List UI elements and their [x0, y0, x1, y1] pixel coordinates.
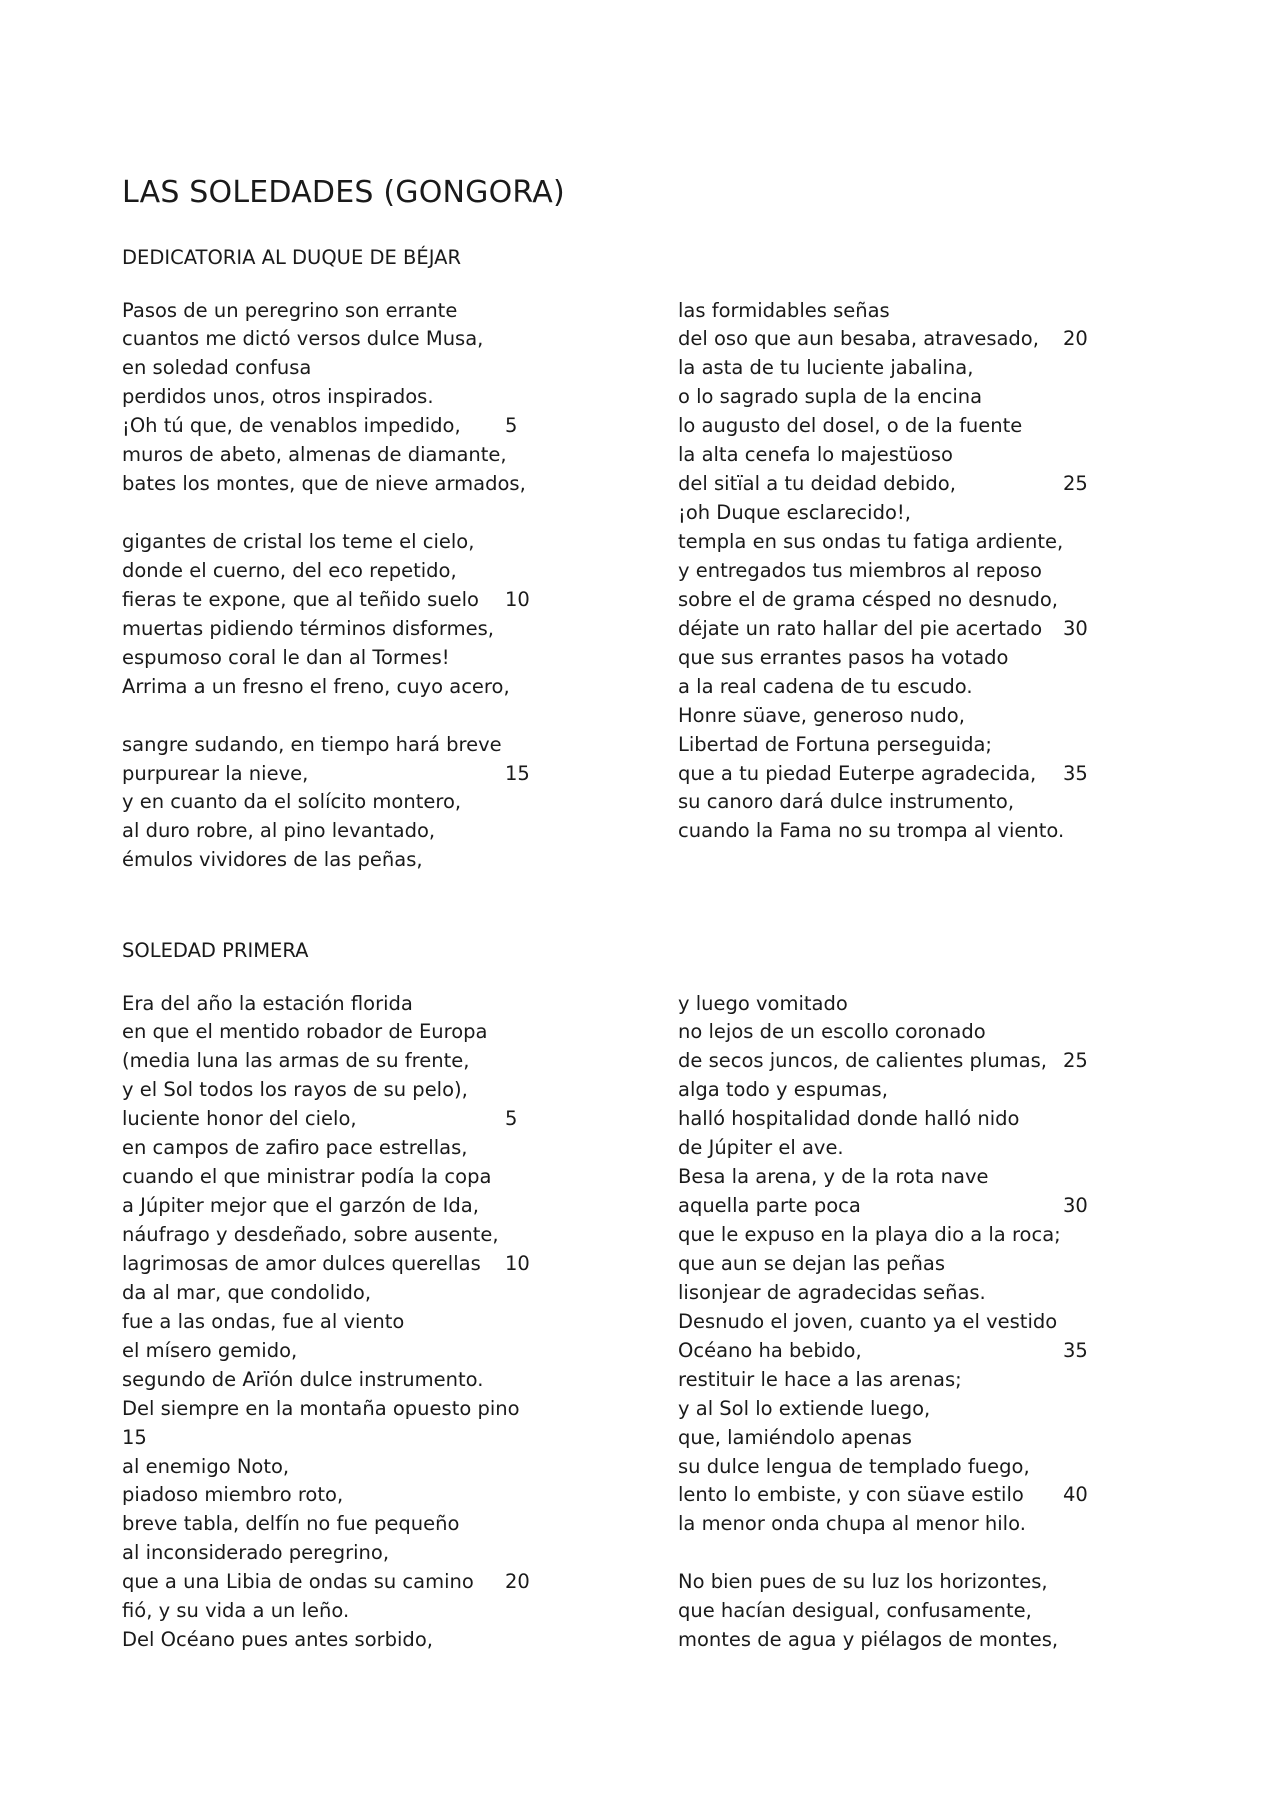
- verse-text: purpurear la nieve,: [122, 761, 309, 785]
- verse-line: [678, 1221, 1118, 1250]
- verse-text: alga todo y espumas,: [678, 1078, 888, 1102]
- verse-text: Arrima a un fresno el freno, cuyo acero,: [122, 674, 510, 698]
- verse-line: [122, 1163, 562, 1192]
- verse-line: [122, 297, 562, 326]
- verse-text: o lo sagrado supla de la encina: [678, 385, 983, 409]
- verse-line: [122, 557, 562, 586]
- verse-text: cuantos me dictó versos dulce Musa,: [122, 327, 484, 351]
- verse-text: que a tu piedad Euterpe agradecida,: [678, 761, 1037, 785]
- verse-text: náufrago y desdeñado, sobre ausente,: [122, 1223, 499, 1247]
- dedicatoria-left-column: [122, 297, 562, 876]
- verse-line: [122, 1047, 562, 1076]
- verse-text: que aun se dejan las peñas: [678, 1251, 946, 1275]
- verse-text: de secos juncos, de calientes plumas,: [678, 1049, 1047, 1073]
- verse-text: montes de agua y piélagos de montes,: [678, 1628, 1059, 1652]
- verse-line: [678, 990, 1118, 1019]
- verse-line: [678, 788, 1118, 817]
- verse-text: las formidables señas: [678, 298, 890, 322]
- verse-text: y entregados tus miembros al reposo: [678, 558, 1042, 582]
- section-heading-soledad-primera: SOLEDAD PRIMERA: [122, 939, 309, 962]
- verse-text: No bien pues de su luz los horizontes,: [678, 1570, 1048, 1594]
- verse-line: [678, 1539, 1118, 1568]
- verse-line: [678, 1250, 1118, 1279]
- verse-line: [678, 557, 1118, 586]
- verse-line: [122, 788, 562, 817]
- verse-text: y en cuanto da el solícito montero,: [122, 790, 462, 814]
- verse-line: [122, 990, 562, 1019]
- verse-line: [678, 297, 1118, 326]
- verse-text: en soledad confusa: [122, 356, 312, 380]
- verse-line: [122, 1134, 562, 1163]
- verse-number: 30: [1063, 1194, 1088, 1218]
- verse-text: muros de abeto, almenas de diamante,: [122, 443, 507, 467]
- verse-text: breve tabla, delfín no fue pequeño: [122, 1512, 460, 1536]
- verse-line: [122, 731, 562, 760]
- verse-line: [678, 615, 1118, 644]
- verse-line: [678, 1453, 1118, 1482]
- verse-number: 10: [505, 1251, 530, 1275]
- verse-line: [122, 1308, 562, 1337]
- verse-text: la asta de tu luciente jabalina,: [678, 356, 974, 380]
- verse-text: Del siempre en la montaña opuesto pino: [122, 1396, 520, 1420]
- verse-text: que, lamiéndolo apenas: [678, 1425, 912, 1449]
- verse-line: [678, 702, 1118, 731]
- verse-text: Besa la arena, y de la rota nave: [678, 1165, 989, 1189]
- verse-line: [678, 644, 1118, 673]
- verse-text: su canoro dará dulce instrumento,: [678, 790, 1015, 814]
- verse-line: [122, 1221, 562, 1250]
- verse-line: [678, 1510, 1118, 1539]
- verse-line: [122, 528, 562, 557]
- verse-number: 20: [1063, 327, 1088, 351]
- verse-line: [678, 1279, 1118, 1308]
- verse-text: que le expuso en la playa dio a la roca;: [678, 1223, 1061, 1247]
- verse-line: [122, 1279, 562, 1308]
- verse-line: [122, 1366, 562, 1395]
- verse-line: [678, 412, 1118, 441]
- verse-number: 25: [1063, 1049, 1088, 1073]
- verse-line: [122, 1539, 562, 1568]
- verse-text: su dulce lengua de templado fuego,: [678, 1454, 1030, 1478]
- verse-number: 10: [505, 587, 530, 611]
- verse-line: [122, 1510, 562, 1539]
- verse-line: [122, 1105, 562, 1134]
- verse-text: y luego vomitado: [678, 991, 848, 1015]
- verse-text: aquella parte poca: [678, 1194, 861, 1218]
- verse-text: bates los montes, que de nieve armados,: [122, 472, 526, 496]
- verse-text: lisonjear de agradecidas señas.: [678, 1280, 986, 1304]
- verse-line: [678, 1105, 1118, 1134]
- verse-line: [122, 846, 562, 875]
- verse-text: de Júpiter el ave.: [678, 1136, 844, 1160]
- verse-text: émulos vividores de las peñas,: [122, 848, 423, 872]
- verse-text: espumoso coral le dan al Tormes!: [122, 645, 450, 669]
- verse-text: templa en sus ondas tu fatiga ardiente,: [678, 530, 1064, 554]
- verse-text: del sitïal a tu deidad debido,: [678, 472, 956, 496]
- verse-text: ¡oh Duque esclarecido!,: [678, 501, 911, 525]
- verse-text: Del Océano pues antes sorbido,: [122, 1628, 433, 1652]
- verse-line: [122, 1076, 562, 1105]
- verse-text: y al Sol lo extiende luego,: [678, 1396, 931, 1420]
- verse-line: [678, 817, 1118, 846]
- verse-number: 35: [1063, 761, 1088, 785]
- verse-line: [678, 1308, 1118, 1337]
- verse-text: lagrimosas de amor dulces querellas: [122, 1251, 481, 1275]
- verse-line: [122, 644, 562, 673]
- verse-text: 15: [122, 1425, 147, 1449]
- verse-text: al duro robre, al pino levantado,: [122, 819, 436, 843]
- verse-text: luciente honor del cielo,: [122, 1107, 357, 1131]
- verse-line: [122, 615, 562, 644]
- verse-text: y el Sol todos los rayos de su pelo),: [122, 1078, 468, 1102]
- verse-line: [122, 1597, 562, 1626]
- verse-line: [678, 673, 1118, 702]
- verse-line: [678, 1424, 1118, 1453]
- verse-line: [678, 1018, 1118, 1047]
- verse-text: del oso que aun besaba, atravesado,: [678, 327, 1039, 351]
- verse-line: [678, 760, 1118, 789]
- verse-line: [122, 470, 562, 499]
- verse-line: [122, 1395, 562, 1424]
- verse-text: muertas pidiendo términos disformes,: [122, 616, 494, 640]
- verse-text: al enemigo Noto,: [122, 1454, 290, 1478]
- verse-text: lento lo embiste, y con süave estilo: [678, 1483, 1024, 1507]
- verse-line: [678, 1337, 1118, 1366]
- verse-text: lo augusto del dosel, o de la fuente: [678, 414, 1023, 438]
- verse-line: [678, 1366, 1118, 1395]
- verse-text: fieras te expone, que al teñido suelo: [122, 587, 479, 611]
- verse-text: cuando la Fama no su trompa al viento.: [678, 819, 1065, 843]
- verse-text: en que el mentido robador de Europa: [122, 1020, 488, 1044]
- verse-line: [122, 383, 562, 412]
- verse-text: Desnudo el joven, cuanto ya el vestido: [678, 1309, 1058, 1333]
- verse-line: [678, 1481, 1118, 1510]
- verse-text: (media luna las armas de su frente,: [122, 1049, 470, 1073]
- verse-text: fió, y su vida a un leño.: [122, 1599, 350, 1623]
- verse-text: cuando el que ministrar podía la copa: [122, 1165, 492, 1189]
- verse-line: [678, 1047, 1118, 1076]
- verse-text: sobre el de grama césped no desnudo,: [678, 587, 1059, 611]
- soledad-primera-right-column: [678, 990, 1118, 1656]
- verse-text: a la real cadena de tu escudo.: [678, 674, 973, 698]
- verse-text: el mísero gemido,: [122, 1338, 298, 1362]
- verse-line: [122, 586, 562, 615]
- verse-number: 5: [505, 1107, 518, 1131]
- verse-number: 25: [1063, 472, 1088, 496]
- verse-line: [122, 1481, 562, 1510]
- verse-line: [678, 1192, 1118, 1221]
- verse-text: segundo de Arïón dulce instrumento.: [122, 1367, 484, 1391]
- verse-text: piadoso miembro roto,: [122, 1483, 344, 1507]
- verse-line: [678, 1076, 1118, 1105]
- verse-line: [678, 1134, 1118, 1163]
- verse-number: 40: [1063, 1483, 1088, 1507]
- verse-line: [678, 1568, 1118, 1597]
- verse-line: [122, 673, 562, 702]
- verse-line: [122, 1626, 562, 1655]
- verse-line: [678, 325, 1118, 354]
- verse-line: [122, 412, 562, 441]
- verse-text: halló hospitalidad donde halló nido: [678, 1107, 1020, 1131]
- verse-line: [678, 586, 1118, 615]
- verse-number: 20: [505, 1570, 530, 1594]
- verse-text: Pasos de un peregrino son errante: [122, 298, 458, 322]
- verse-line: [122, 1192, 562, 1221]
- page-title: LAS SOLEDADES (GONGORA): [122, 175, 565, 210]
- section-heading-dedicatoria: DEDICATORIA AL DUQUE DE BÉJAR: [122, 246, 462, 269]
- verse-text: perdidos unos, otros inspirados.: [122, 385, 434, 409]
- verse-line: [122, 760, 562, 789]
- verse-text: la menor onda chupa al menor hilo.: [678, 1512, 1026, 1536]
- verse-line: [678, 1395, 1118, 1424]
- verse-line: [122, 441, 562, 470]
- verse-line: [122, 1018, 562, 1047]
- verse-text: no lejos de un escollo coronado: [678, 1020, 986, 1044]
- verse-line: [678, 1626, 1118, 1655]
- soledad-primera-left-column: [122, 990, 562, 1656]
- dedicatoria-right-column: [678, 297, 1118, 847]
- verse-number: 5: [505, 414, 518, 438]
- verse-line: [678, 528, 1118, 557]
- verse-text: que hacían desigual, confusamente,: [678, 1599, 1032, 1623]
- verse-line: [678, 1163, 1118, 1192]
- verse-text: déjate un rato hallar del pie acertado: [678, 616, 1043, 640]
- verse-line: [122, 499, 562, 528]
- verse-line: [122, 817, 562, 846]
- verse-text: donde el cuerno, del eco repetido,: [122, 558, 457, 582]
- verse-text: Océano ha bebido,: [678, 1338, 862, 1362]
- verse-text: a Júpiter mejor que el garzón de Ida,: [122, 1194, 479, 1218]
- verse-line: [122, 1453, 562, 1482]
- verse-text: Era del año la estación florida: [122, 991, 413, 1015]
- verse-line: [122, 1424, 562, 1453]
- verse-line: [678, 383, 1118, 412]
- verse-text: Libertad de Fortuna perseguida;: [678, 732, 992, 756]
- verse-text: restituir le hace a las arenas;: [678, 1367, 962, 1391]
- verse-text: sangre sudando, en tiempo hará breve: [122, 732, 502, 756]
- verse-number: 35: [1063, 1338, 1088, 1362]
- verse-line: [678, 354, 1118, 383]
- verse-number: 15: [505, 761, 530, 785]
- verse-text: en campos de zafiro pace estrellas,: [122, 1136, 468, 1160]
- verse-text: ¡Oh tú que, de venablos impedido,: [122, 414, 461, 438]
- verse-line: [122, 702, 562, 731]
- verse-text: al inconsiderado peregrino,: [122, 1541, 390, 1565]
- verse-line: [122, 1337, 562, 1366]
- verse-text: da al mar, que condolido,: [122, 1280, 372, 1304]
- verse-line: [678, 731, 1118, 760]
- verse-text: que sus errantes pasos ha votado: [678, 645, 1009, 669]
- verse-line: [678, 441, 1118, 470]
- verse-text: Honre süave, generoso nudo,: [678, 703, 965, 727]
- verse-line: [678, 1597, 1118, 1626]
- verse-text: que a una Libia de ondas su camino: [122, 1570, 474, 1594]
- verse-line: [678, 470, 1118, 499]
- verse-text: la alta cenefa lo majestüoso: [678, 443, 953, 467]
- verse-text: fue a las ondas, fue al viento: [122, 1309, 405, 1333]
- verse-line: [122, 1568, 562, 1597]
- verse-line: [122, 325, 562, 354]
- verse-line: [678, 499, 1118, 528]
- verse-number: 30: [1063, 616, 1088, 640]
- verse-line: [122, 354, 562, 383]
- verse-text: gigantes de cristal los teme el cielo,: [122, 530, 475, 554]
- verse-line: [122, 1250, 562, 1279]
